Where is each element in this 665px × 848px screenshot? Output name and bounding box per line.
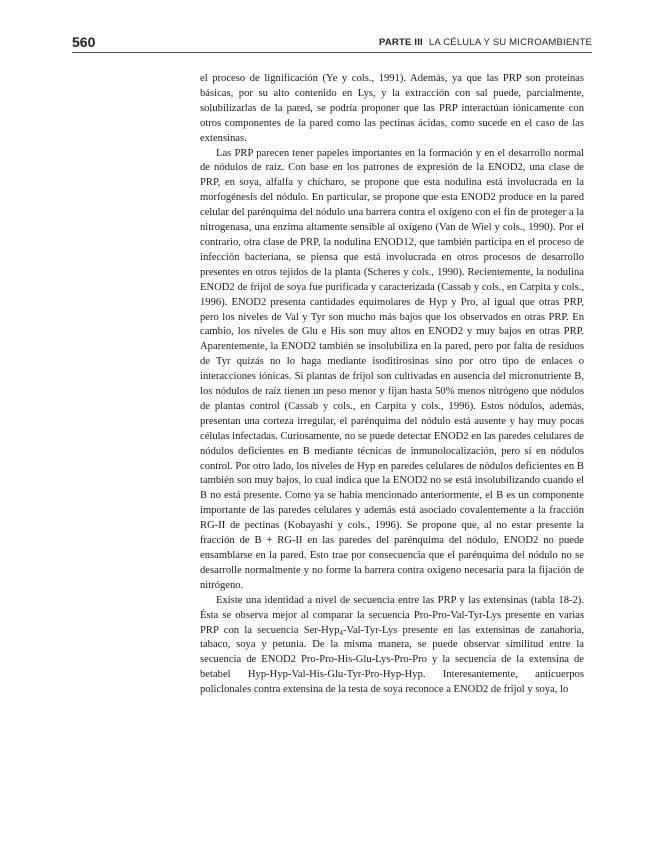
paragraph-1: el proceso de lignificación (Ye y cols., 1991). Además, ya que las PRP son proteínas básicas, por su alto contenido en Lys, y la extracción con sal puede, parcialmente, solubilizarlas de la pared, se podría proponer que las PRP interactúan iónicamente con otros componentes de la pared como las pectinas ácidas, como sucede en el caso de las extensinas.: [200, 73, 584, 144]
chapter-title: LA CÉLULA Y SU MICROAMBIENTE: [428, 37, 592, 48]
running-head: [379, 37, 592, 48]
paragraph-2: Las PRP parecen tener papeles importantes en la formación y en el desarrollo normal de nódulos de raíz. Con base en los patrones de expresión de la ENOD2, una clase de PRP, en soya, alfalfa y chícharo, se propone que esta nodulina está involucrada en la morfogénesis del nódulo. En particular, se propone que esta ENOD2 produce en la pared celular del parénquima del nódulo una barrera contra el oxígeno con el fin de proteger a la nitrogenasa, una enzima altamente sensible al oxígeno (Van de Wiel y cols., 1990). Por el contrario, otra clase de PRP, la nodulina ENOD12, que también participa en el proceso de infección bacteriana, se piensa que está involucrada en otros procesos de desarrollo presentes en otros tejidos de la planta (Scheres y cols., 1990). Recientemente, la nodulina ENOD2 de frijol de soya fue purificada y caracterizada (Cassab y cols., en Carpita y cols., 1996). ENOD2 presenta cantidades equimolares de Hyp y Pro, al igual que otras PRP, pero los niveles de Val y Tyr son mucho más bajos que los observados en otras PRP. En cambio, los niveles de Glu e His son muy altos en ENOD2 y muy bajos en otras PRP. Aparentemente, la ENOD2 también se insolubiliza en la pared, pero por falta de residuos de Tyr quizás no lo haga mediante isoditirosinas sino por otro tipo de enlaces o interacciones iónicas. Si plantas de frijol son cultivadas en ausencia del micronutriente B, los nódulos de raíz tienen un peso menor y fijan hasta 50% menos nitrógeno que nódulos de plantas control (Cassab y cols., en Carpita y cols., 1996). Estos nódulos, además, presentan una corteza irregular, el parénquima del nódulo está ausente y hay muy pocas células infectadas. Curiosamente, no se puede detectar ENOD2 en las paredes celulares de nódulos deficientes en B mediante técnicas de inmunolocalización, pero sí en nódulos control. Por otro lado, los niveles de Hyp en paredes celulares de nódulos deficientes en B también son muy bajos, lo cual indica que la ENOD2 no se está insolubilizando cuando el B no está presente. Como ya se había mencionado anteriormente, el B es un componente importante de las paredes celulares y además está asociado covalentemente a la fracción RG-II de pectinas (Kobayashi y cols., 1996). Se propone que, al no estar presente la fracción de B + RG-II en las paredes del parénquima del nódulo, ENOD2 no puede ensamblarse en la pared. Esto trae por consecuencia que el parénquima del nódulo no se desarrolle normalmente y no forme la barrera contra oxígeno necesaria para la fijación de nitrógeno.: [200, 147, 584, 591]
part-label: PARTE III: [379, 37, 423, 48]
page-number: 560: [72, 34, 96, 50]
paragraph-3-text-b: -Val-Tyr-Lys presente en las extensinas de zanahoria, tabaco, soya y petunia. De la misma manera, se puede observar similitud entre la secuencia de ENOD2 Pro-Pro-His-Glu-Lys-Pro-Pro y la secuencia de la extensina de betabel Hyp-Hyp-Val-His-Glu-Tyr-Pro-Hyp-Hyp. Interesantemente, anticuerpos policlonales contra extensina de la testa de soya reconoce a ENOD2 de frijol y soya, lo: [200, 624, 584, 696]
body-text: [200, 72, 584, 698]
paragraph-3: [200, 594, 584, 698]
page-header: [72, 34, 592, 53]
paragraph-3-text-a: Existe una identidad a nivel de secuencia entre las PRP y las extensinas (tabla 18-2). Ésta se observa mejor al comparar la secuencia Pro-Pro-Val-Tyr-Lys presente en varias PRP con la secuencia Ser-Hyp: [200, 594, 584, 636]
subscript-4: 4: [339, 628, 343, 637]
